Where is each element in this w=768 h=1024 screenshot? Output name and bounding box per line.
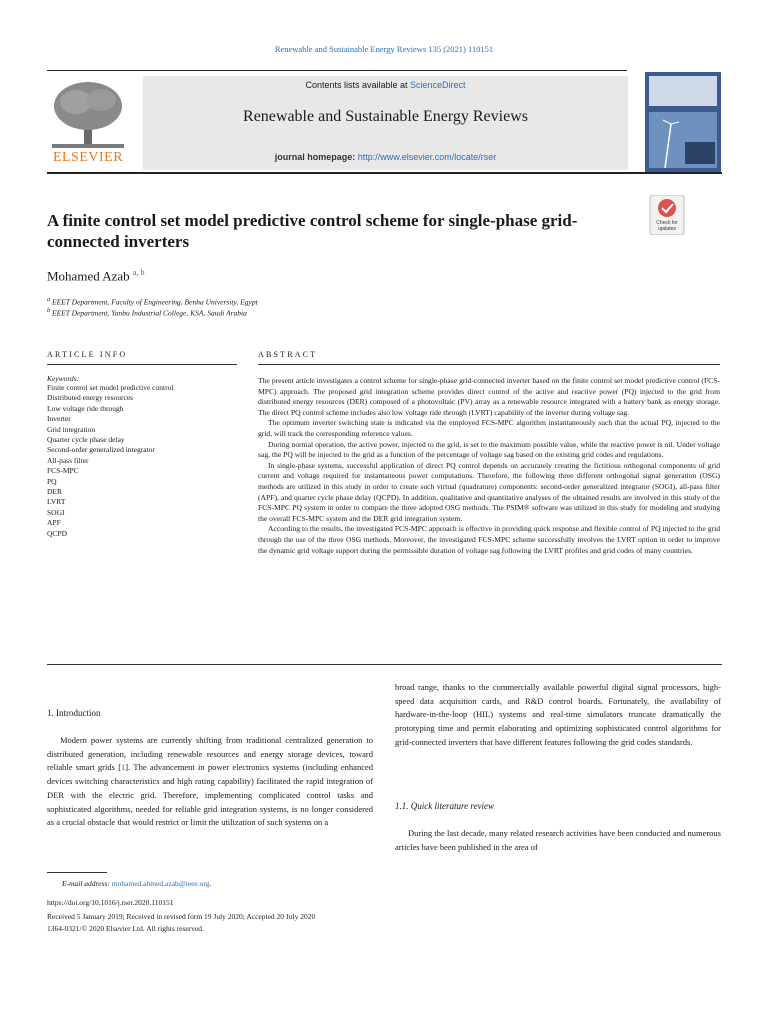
author-affil-marks: a, b	[132, 268, 145, 277]
keyword: Second-order generalized integrator	[47, 445, 155, 455]
cover-icon	[645, 72, 721, 172]
affiliation-a	[47, 296, 258, 307]
intro-paragraph	[47, 734, 373, 830]
intro-text	[47, 734, 373, 830]
author[interactable]	[47, 268, 144, 284]
email-link[interactable]: mohamed.ahmed.azab@ieee.org	[111, 879, 210, 888]
elsevier-logo[interactable]	[46, 76, 130, 168]
abstract-paragraph: The present article investigates a control scheme for single-phase grid-connected inverter based on the finite control set model predictive control (FCS-MPC) approach. The proposed grid integration scheme provides direct control of the active and reactive power (PQ) injected to the grid from distributed energy resources (DER) composed of a photovoltaic (PV) array as a renewable resource integrated with a battery bank as energy storage. The direct PQ control scheme includes also low voltage ride through (LVRT) capability of the inverter during voltage sag.	[258, 376, 720, 417]
received-dates: Received 5 January 2019; Received in revised form 19 July 2020; Accepted 20 July 2020	[47, 912, 316, 921]
article-info-heading: ARTICLE INFO	[47, 350, 128, 359]
section-heading-introduction: 1. Introduction	[47, 708, 101, 718]
journal-title: Renewable and Sustainable Energy Reviews	[243, 108, 528, 125]
email-footnote	[62, 879, 211, 888]
keyword: Distributed energy resources	[47, 393, 134, 403]
keyword: Quarter cycle phase delay	[47, 435, 125, 445]
abstract-bottom-rule	[47, 664, 722, 665]
email-label: E-mail address:	[62, 879, 110, 888]
affiliation-b	[47, 307, 247, 318]
abstract-paragraph: During normal operation, the active power, injected to the grid, is set to the maximum possible value, while the reactive power is nil. Under voltage sag, the PQ will be injected to the grid as a function of the percentage of voltage sag based on the existing grid codes and regulations.	[258, 439, 720, 460]
article-info-rule	[47, 364, 237, 365]
citation-link[interactable]: 1	[121, 762, 126, 773]
keyword: DER	[47, 487, 62, 497]
abstract-body	[258, 376, 720, 556]
right-column-text: broad range, thanks to the commercially available powerful digital signal processors, high-speed data acquisition cards, and R&D control boards. Fortunately, the availability of hardware-in-the-loop (HIL) systems and real-time simulators truncate dramatically the prototyping time and permit elaborating and optimizing sophisticated control algorithms for grid-connected inverters that have different features following the grid codes standards.	[395, 682, 721, 747]
affil-text: EEET Department, Yanbu Industrial College, KSA, Saudi Arabia	[52, 308, 247, 318]
abstract-heading: ABSTRACT	[258, 350, 318, 359]
article-title: A finite control set model predictive control scheme for single-phase grid-connected inverters	[47, 211, 578, 251]
journal-citation[interactable]: Renewable and Sustainable Energy Reviews 135 (2021) 110151	[274, 44, 494, 54]
homepage-label: journal homepage:	[274, 152, 358, 162]
copyright: 1364-0321/© 2020 Elsevier Ltd. All rights reserved.	[47, 924, 204, 933]
affil-text: EEET Department, Faculty of Engineering, Benha University, Egypt	[52, 297, 258, 307]
author-name: Mohamed Azab	[47, 268, 130, 284]
keyword: PQ	[47, 476, 57, 486]
keyword: FCS-MPC	[47, 466, 79, 476]
doi-link[interactable]: https://doi.org/10.1016/j.rser.2020.110151	[47, 898, 174, 907]
contents-line	[143, 80, 628, 90]
journal-homepage	[143, 152, 628, 162]
right-column-text: During the last decade, many related research activities have been conducted and numerous articles have been published in the area of	[395, 828, 721, 852]
sciencedirect-link[interactable]: ScienceDirect	[410, 80, 466, 90]
journal-cover-image[interactable]	[645, 72, 721, 172]
keyword: APF	[47, 518, 61, 528]
abstract-rule	[258, 364, 720, 365]
right-column-paragraph-2	[395, 827, 721, 854]
keyword: SOGI	[47, 507, 65, 517]
check-for-updates-badge[interactable]	[646, 195, 688, 235]
affil-mark: b	[47, 307, 51, 314]
check-updates-label: Check for updates	[656, 220, 678, 232]
keyword: Low voltage ride through	[47, 403, 124, 413]
publisher-name: ELSEVIER	[52, 150, 124, 165]
keyword: LVRT	[47, 497, 66, 507]
keywords-label: Keywords:	[47, 374, 80, 383]
keywords-list	[47, 383, 173, 539]
subsection-heading: 1.1. Quick literature review	[395, 801, 495, 811]
keyword: Grid integration	[47, 424, 96, 434]
homepage-link[interactable]: http://www.elsevier.com/locate/rser	[357, 152, 497, 162]
right-column-paragraph	[395, 681, 721, 750]
contents-prefix: Contents lists available at	[305, 80, 411, 90]
keyword: Inverter	[47, 414, 71, 424]
intro-text-part: Modern power systems are currently shifting from traditional centralized generation to distributed generation, including renewable resources and energy storage devices, toward reliable smart grids [	[47, 735, 373, 773]
header-rule	[47, 172, 722, 174]
email-end: .	[209, 879, 212, 888]
keyword: QCPD	[47, 528, 68, 538]
footnote-rule	[47, 872, 107, 873]
top-rule	[47, 70, 627, 71]
keyword: Finite control set model predictive control	[47, 383, 174, 392]
intro-text-part: ]. The advancement in power electronics systems (including enhanced devices switching characteristics and high rating capability) facilitated the rapid integration of DER with the electric grid. Therefore, implementing complicated control tasks and sophisticated algorithms, needed for reliable grid integration systems, is no longer considered as a crucial obstacle that would restrict or limit the utilization of such systems on a	[47, 762, 373, 828]
abstract-paragraph: According to the results, the investigated FCS-MPC approach is effective in providing quick response and flexible control of PQ injected to the grid through the use of the three OSG methods. Moreover, the investigated FCS-MPC scheme successfully involves the LVRT option in order to improve the dynamic grid voltage support during the permissible duration of voltage sag following the LVRT profiles and grid codes of many countries.	[258, 524, 720, 555]
abstract-paragraph: In single-phase systems, successful application of direct PQ control depends on accurately creating the fictitious orthogonal components of grid current and voltage required for instantaneous power computations. Therefore, the following three different orthogonal signal generation (OSG) methods are utilized in this study in order to create such virtual (quadrature) components: second-order generalized integrator (SOGI), all-pass filter (APF), and quarter cycle phase delay (QCPD). In addition, qualitative and quantitative analyses of the obtained results are involved in this study of the FCS-MPC PQ system in order to compare the three adopted OSG methods. The PSIM® software was utilized in this study for modeling and studying the overall FCS-MPC system and the DER grid integration system.	[258, 460, 720, 523]
keyword: All-pass filter	[47, 455, 89, 465]
affil-mark: a	[47, 296, 51, 303]
abstract-paragraph: The optimum inverter switching state is indicated via the employed FCS-MPC algorithm instantaneously such that the actual PQ, injected to the grid, will track the corresponding reference values.	[258, 418, 720, 438]
